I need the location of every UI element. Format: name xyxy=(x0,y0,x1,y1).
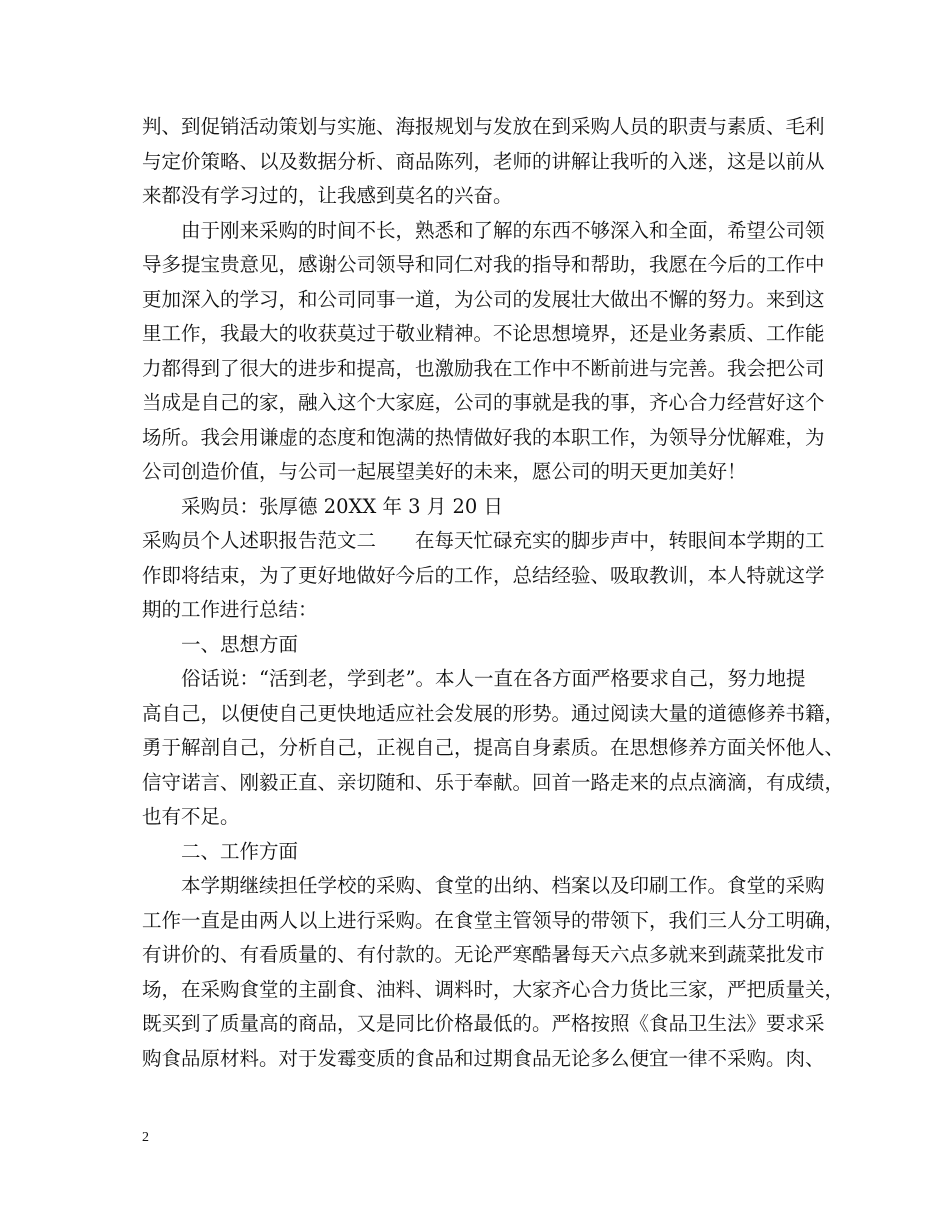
section-heading: 一、思想方面 xyxy=(181,632,299,656)
page-number: 2 xyxy=(142,1130,149,1145)
text-line: 有讲价的、有看质量的、有付款的。无论严寒酷暑每天六点多就来到蔬菜批发市 xyxy=(142,943,825,966)
text-line: 与定价策略、以及数据分析、商品陈列，老师的讲解让我听的入迷，这是以前从 xyxy=(142,149,825,173)
text-line: 公司创造价值，与公司一起展望美好的未来，愿公司的明天更加美好！ xyxy=(142,460,747,483)
text-line: 工作一直是由两人以上进行采购。在食堂主管领导的带领下，我们三人分工明确， xyxy=(142,908,845,932)
text-line: 勇于解剖自己，分析自己，正视自己，提高自身素质。在思想修养方面关怀他人、 xyxy=(142,736,845,759)
text-line: 当成是自己的家，融入这个大家庭，公司的事就是我的事，齐心合力经营好这个 xyxy=(142,391,825,414)
text-line: 信守诺言、刚毅正直、亲切随和、乐于奉献。回首一路走来的点点滴滴，有成绩， xyxy=(142,770,845,794)
text-line: 购食品原材料。对于发霉变质的食品和过期食品无论多么便宜一律不采购。肉、 xyxy=(142,1046,825,1070)
text-line: 里工作，我最大的收获莫过于敬业精神。不论思想境界，还是业务素质、工作能 xyxy=(142,322,825,345)
signature-line: 采购员：张厚德 20XX 年 3 月 20 日 xyxy=(181,494,503,518)
text-line: 也有不足。 xyxy=(142,805,240,828)
paragraph-start-line: 由于刚来采购的时间不长，熟悉和了解的东西不够深入和全面，希望公司领 xyxy=(181,218,825,242)
text-line: 来都没有学习过的，让我感到莫名的兴奋。 xyxy=(142,184,513,207)
section-title-line: 采购员个人述职报告范文二 在每天忙碌充实的脚步声中，转眼间本学期的工 xyxy=(142,529,825,552)
text-line: 场所。我会用谦虚的态度和饱满的热情做好我的本职工作，为领导分忧解难，为 xyxy=(142,425,825,449)
text-line: 力都得到了很大的进步和提高，也激励我在工作中不断前进与完善。我会把公司 xyxy=(142,356,825,380)
text-line: 判、到促销活动策划与实施、海报规划与发放在到采购人员的职责与素质、毛利 xyxy=(142,115,825,138)
text-line: 更加深入的学习，和公司同事一道，为公司的发展壮大做出不懈的努力。来到这 xyxy=(142,287,825,311)
text-line: 期的工作进行总结： xyxy=(142,598,318,621)
text-line: 高自己，以便使自己更快地适应社会发展的形势。通过阅读大量的道德修养书籍， xyxy=(142,701,845,725)
paragraph-start-line: 本学期继续担任学校的采购、食堂的出纳、档案以及印刷工作。食堂的采购 xyxy=(181,874,825,897)
text-line: 既买到了质量高的商品，又是同比价格最低的。严格按照《食品卫生法》要求采 xyxy=(142,1012,825,1035)
text-line: 导多提宝贵意见，感谢公司领导和同仁对我的指导和帮助，我愿在今后的工作中 xyxy=(142,253,825,276)
text-line: 作即将结束，为了更好地做好今后的工作，总结经验、吸取教训，本人特就这学 xyxy=(142,563,825,587)
paragraph-start-line: 俗话说：“活到老，学到老”。本人一直在各方面严格要求自己，努力地提 xyxy=(181,667,806,690)
document-body xyxy=(142,110,845,1076)
text-line: 场，在采购食堂的主副食、油料、调料时，大家齐心合力货比三家，严把质量关， xyxy=(142,977,845,1001)
section-heading: 二、工作方面 xyxy=(181,839,299,863)
